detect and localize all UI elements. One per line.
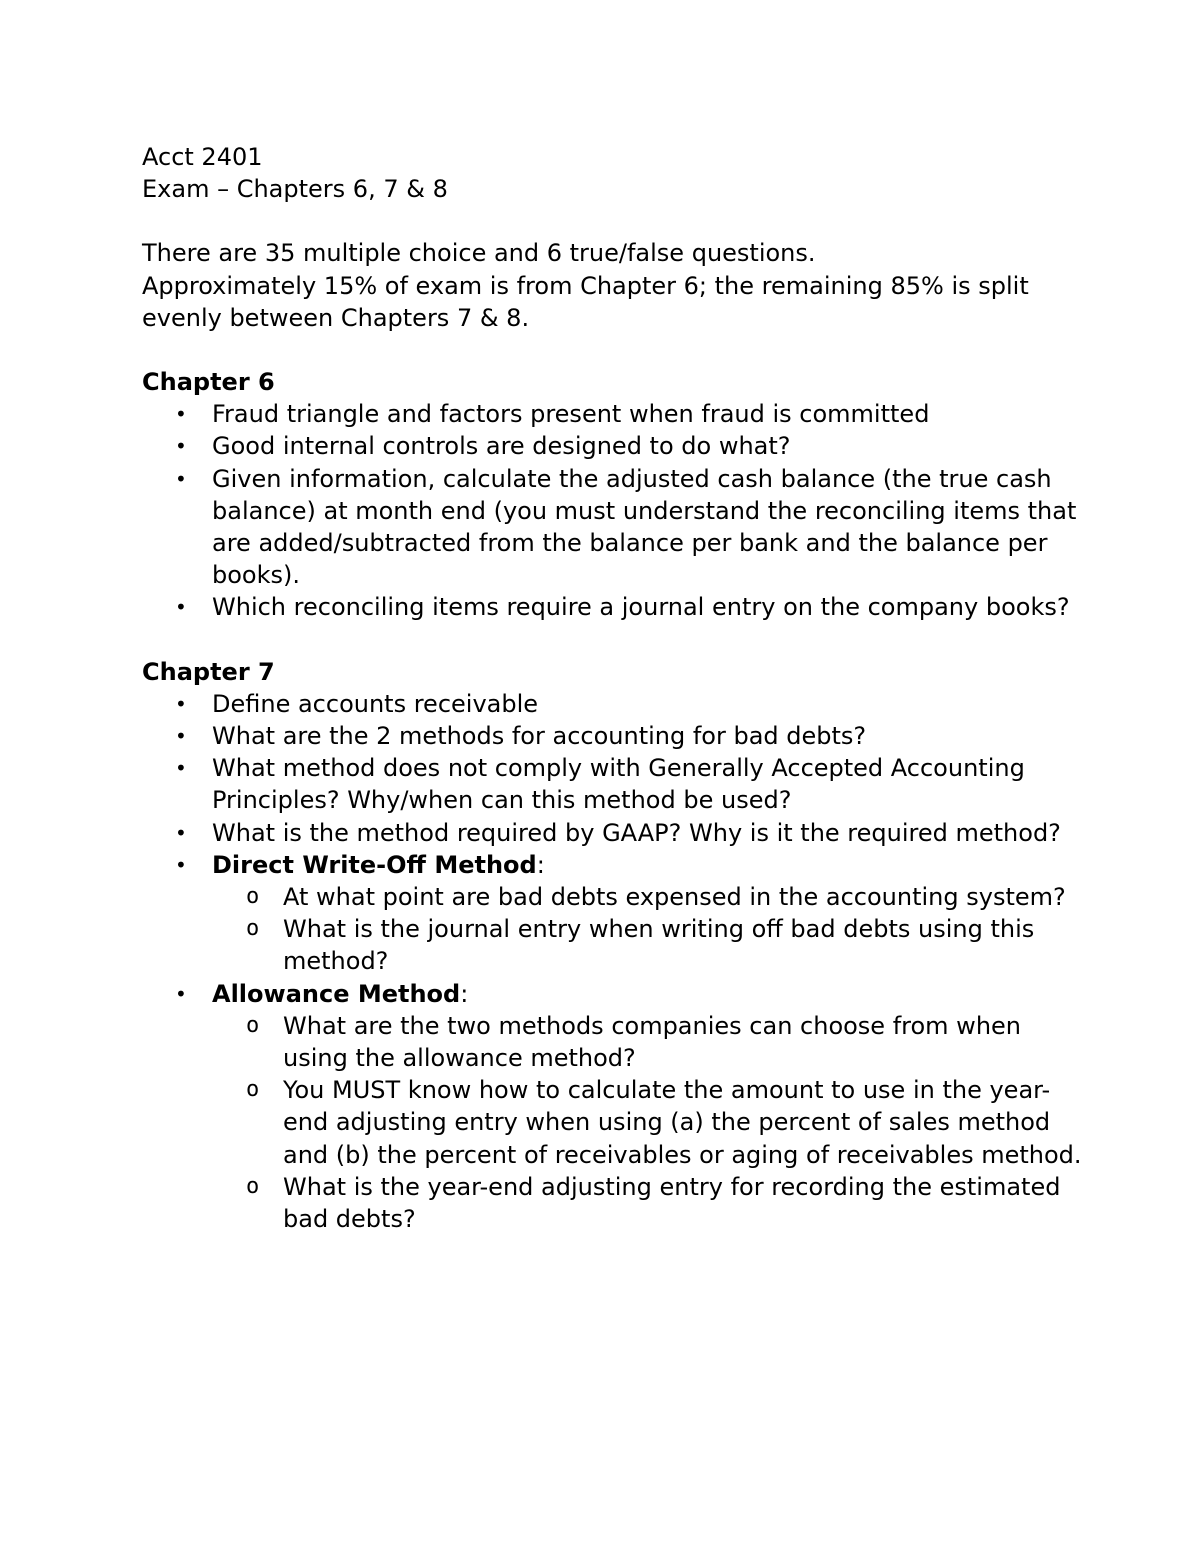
bullet-marker: • — [175, 595, 187, 620]
bullet-marker: • — [175, 820, 187, 845]
sub-list-item-text: What are the two methods companies can choose from when using the allowance method? — [283, 1011, 1021, 1073]
bullet-marker: • — [175, 434, 187, 459]
sub-list-item — [212, 1074, 1082, 1171]
direct-write-off-sublist — [212, 881, 1082, 978]
direct-write-off-suffix: : — [536, 850, 545, 879]
sub-list-item-text: What is the journal entry when writing off bad debts using this method? — [283, 915, 1035, 976]
sub-list-item-text: At what point are bad debts expensed in the accounting system? — [283, 883, 1066, 912]
sub-list-item — [212, 881, 1082, 913]
exam-title: Exam – Chapters 6, 7 & 8 — [142, 175, 448, 204]
bullet-marker: • — [175, 724, 187, 749]
bullet-marker: • — [175, 852, 187, 877]
bullet-marker: • — [175, 402, 187, 427]
intro-line-1: There are 35 multiple choice and 6 true/false questions. — [142, 239, 816, 268]
list-item — [142, 463, 1082, 592]
list-item — [142, 398, 1082, 430]
sub-list-item-text: You MUST know how to calculate the amount to use in the year-end adjusting entry when using (a) the percent of sales method and (b) the percent of receivables or aging of receivables method. — [283, 1076, 1082, 1169]
sub-list-item — [212, 1010, 1082, 1074]
list-item-text: Given information, calculate the adjusted cash balance (the true cash balance) at month end (you must understand the reconciling items that are added/subtracted from the balance per bank and the balance per books). — [212, 464, 1077, 590]
sub-list-item — [212, 1171, 1082, 1235]
bullet-marker: • — [175, 466, 187, 491]
sub-marker: o — [246, 1077, 260, 1103]
chapter-6-heading: Chapter 6 — [142, 368, 275, 397]
list-item — [142, 752, 1082, 816]
list-item — [142, 817, 1082, 849]
chapter-6-list — [142, 398, 1082, 623]
bullet-marker: • — [175, 981, 187, 1006]
sub-list-item — [212, 913, 1082, 977]
list-item-text: Which reconciling items require a journal entry on the company books? — [212, 593, 1070, 622]
list-item-text: Good internal controls are designed to do what? — [212, 432, 791, 461]
list-item-text: Fraud triangle and factors present when fraud is committed — [212, 400, 930, 429]
list-item-allowance — [142, 978, 1082, 1236]
list-item-text: Define accounts receivable — [212, 689, 539, 718]
list-item — [142, 430, 1082, 462]
document-page — [142, 141, 1082, 1235]
sub-marker: o — [246, 1173, 260, 1199]
list-item-text: What are the 2 methods for accounting for bad debts? — [212, 722, 867, 751]
course-title: Acct 2401 — [142, 143, 263, 171]
allowance-label: Allowance Method — [212, 979, 461, 1008]
direct-write-off-label: Direct Write-Off Method — [212, 850, 537, 879]
list-item — [142, 591, 1082, 623]
allowance-suffix: : — [460, 979, 469, 1008]
list-item — [142, 688, 1082, 720]
sub-list-item-text: What is the year-end adjusting entry for recording the estimated bad debts? — [283, 1172, 1061, 1234]
bullet-marker: • — [175, 691, 187, 716]
sub-marker: o — [246, 884, 260, 910]
sub-marker: o — [246, 916, 260, 942]
list-item-direct-write-off — [142, 849, 1082, 978]
intro-line-2: Approximately 15% of exam is from Chapter 6; the remaining 85% is split evenly between Chapters 7 & 8. — [142, 271, 1029, 332]
list-item-text: What method does not comply with Generally Accepted Accounting Principles? Why/when can this method be used? — [212, 754, 1025, 815]
bullet-marker: • — [175, 756, 187, 781]
chapter-7-list — [142, 688, 1082, 1235]
list-item-text: What is the method required by GAAP? Why is it the required method? — [212, 818, 1061, 847]
list-item — [142, 720, 1082, 752]
sub-marker: o — [246, 1012, 260, 1038]
chapter-7-heading: Chapter 7 — [142, 657, 275, 686]
allowance-sublist — [212, 1010, 1082, 1235]
